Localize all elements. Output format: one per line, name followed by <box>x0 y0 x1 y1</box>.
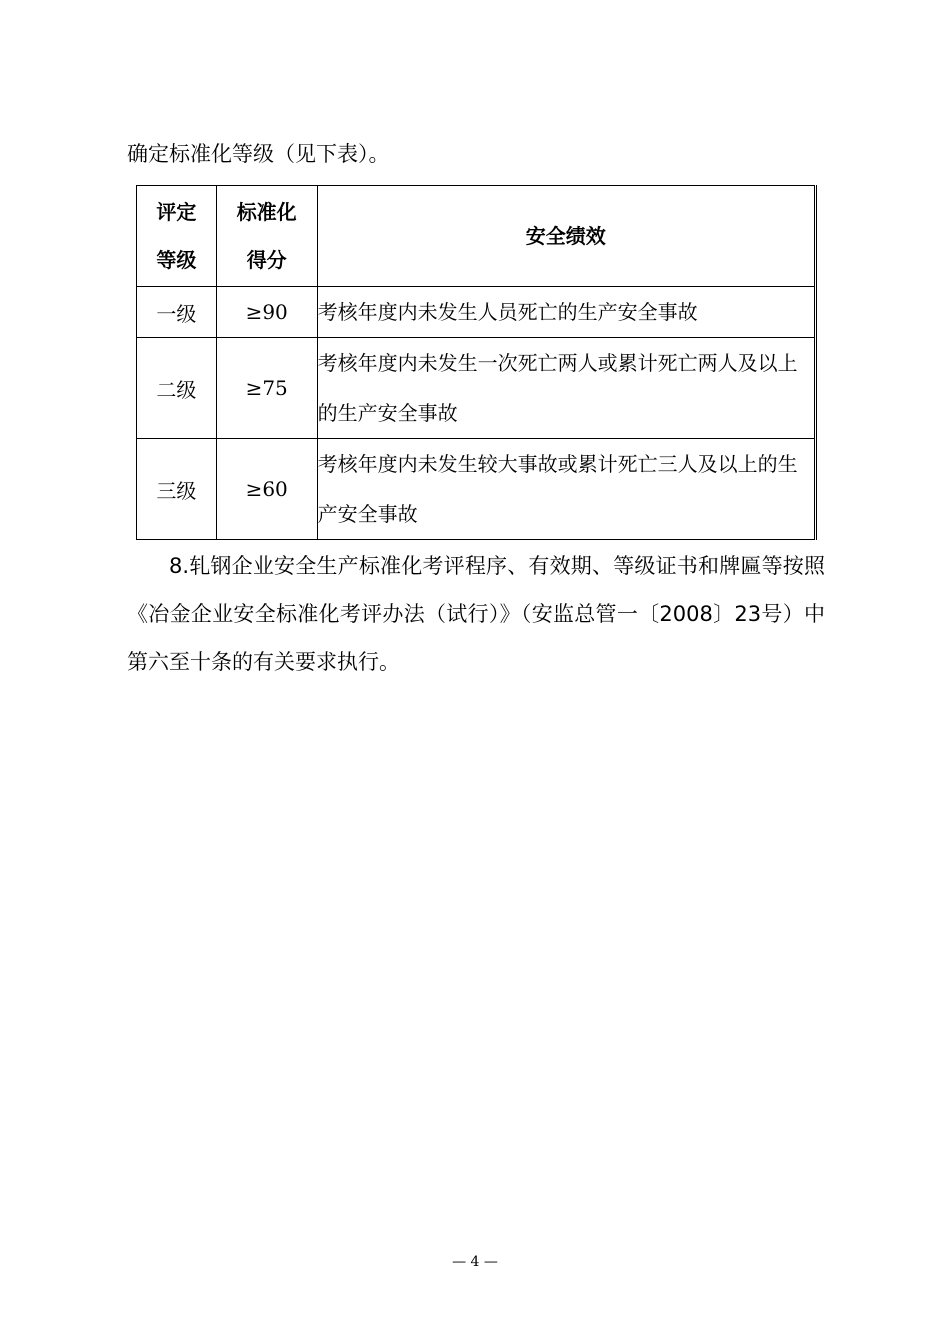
table-row <box>137 439 816 540</box>
intro-text: 确定标准化等级（见下表）。 <box>127 142 390 166</box>
header-grade-line-1: 评定 <box>156 200 197 224</box>
header-performance: 安全绩效 <box>317 186 815 287</box>
table-header-row <box>137 186 816 287</box>
performance-cell: 考核年度内未发生较大事故或累计死亡三人及以上的生产安全事故 <box>317 439 815 540</box>
header-score-line-2: 得分 <box>246 248 287 272</box>
score-cell: ≥60 <box>216 439 317 540</box>
header-score <box>216 186 317 287</box>
header-grade <box>137 186 217 287</box>
header-score-line-1: 标准化 <box>236 200 297 224</box>
score-cell: ≥90 <box>216 287 317 338</box>
score-cell: ≥75 <box>216 338 317 439</box>
grade-cell: 三级 <box>137 439 217 540</box>
page-number: — 4 — <box>452 1254 498 1270</box>
table-row <box>137 287 816 338</box>
grade-standard-table <box>136 185 817 540</box>
table-row <box>137 338 816 439</box>
performance-cell: 考核年度内未发生人员死亡的生产安全事故 <box>317 287 815 338</box>
body-paragraph: 8.轧钢企业安全生产标准化考评程序、有效期、等级证书和牌匾等按照《冶金企业安全标准化考评办法（试行）》（安监总管一〔2008〕23号）中第六至十条的有关要求执行。 <box>127 554 825 674</box>
grade-cell: 一级 <box>137 287 217 338</box>
header-grade-line-2: 等级 <box>156 248 197 272</box>
grade-cell: 二级 <box>137 338 217 439</box>
performance-cell: 考核年度内未发生一次死亡两人或累计死亡两人及以上的生产安全事故 <box>317 338 815 439</box>
